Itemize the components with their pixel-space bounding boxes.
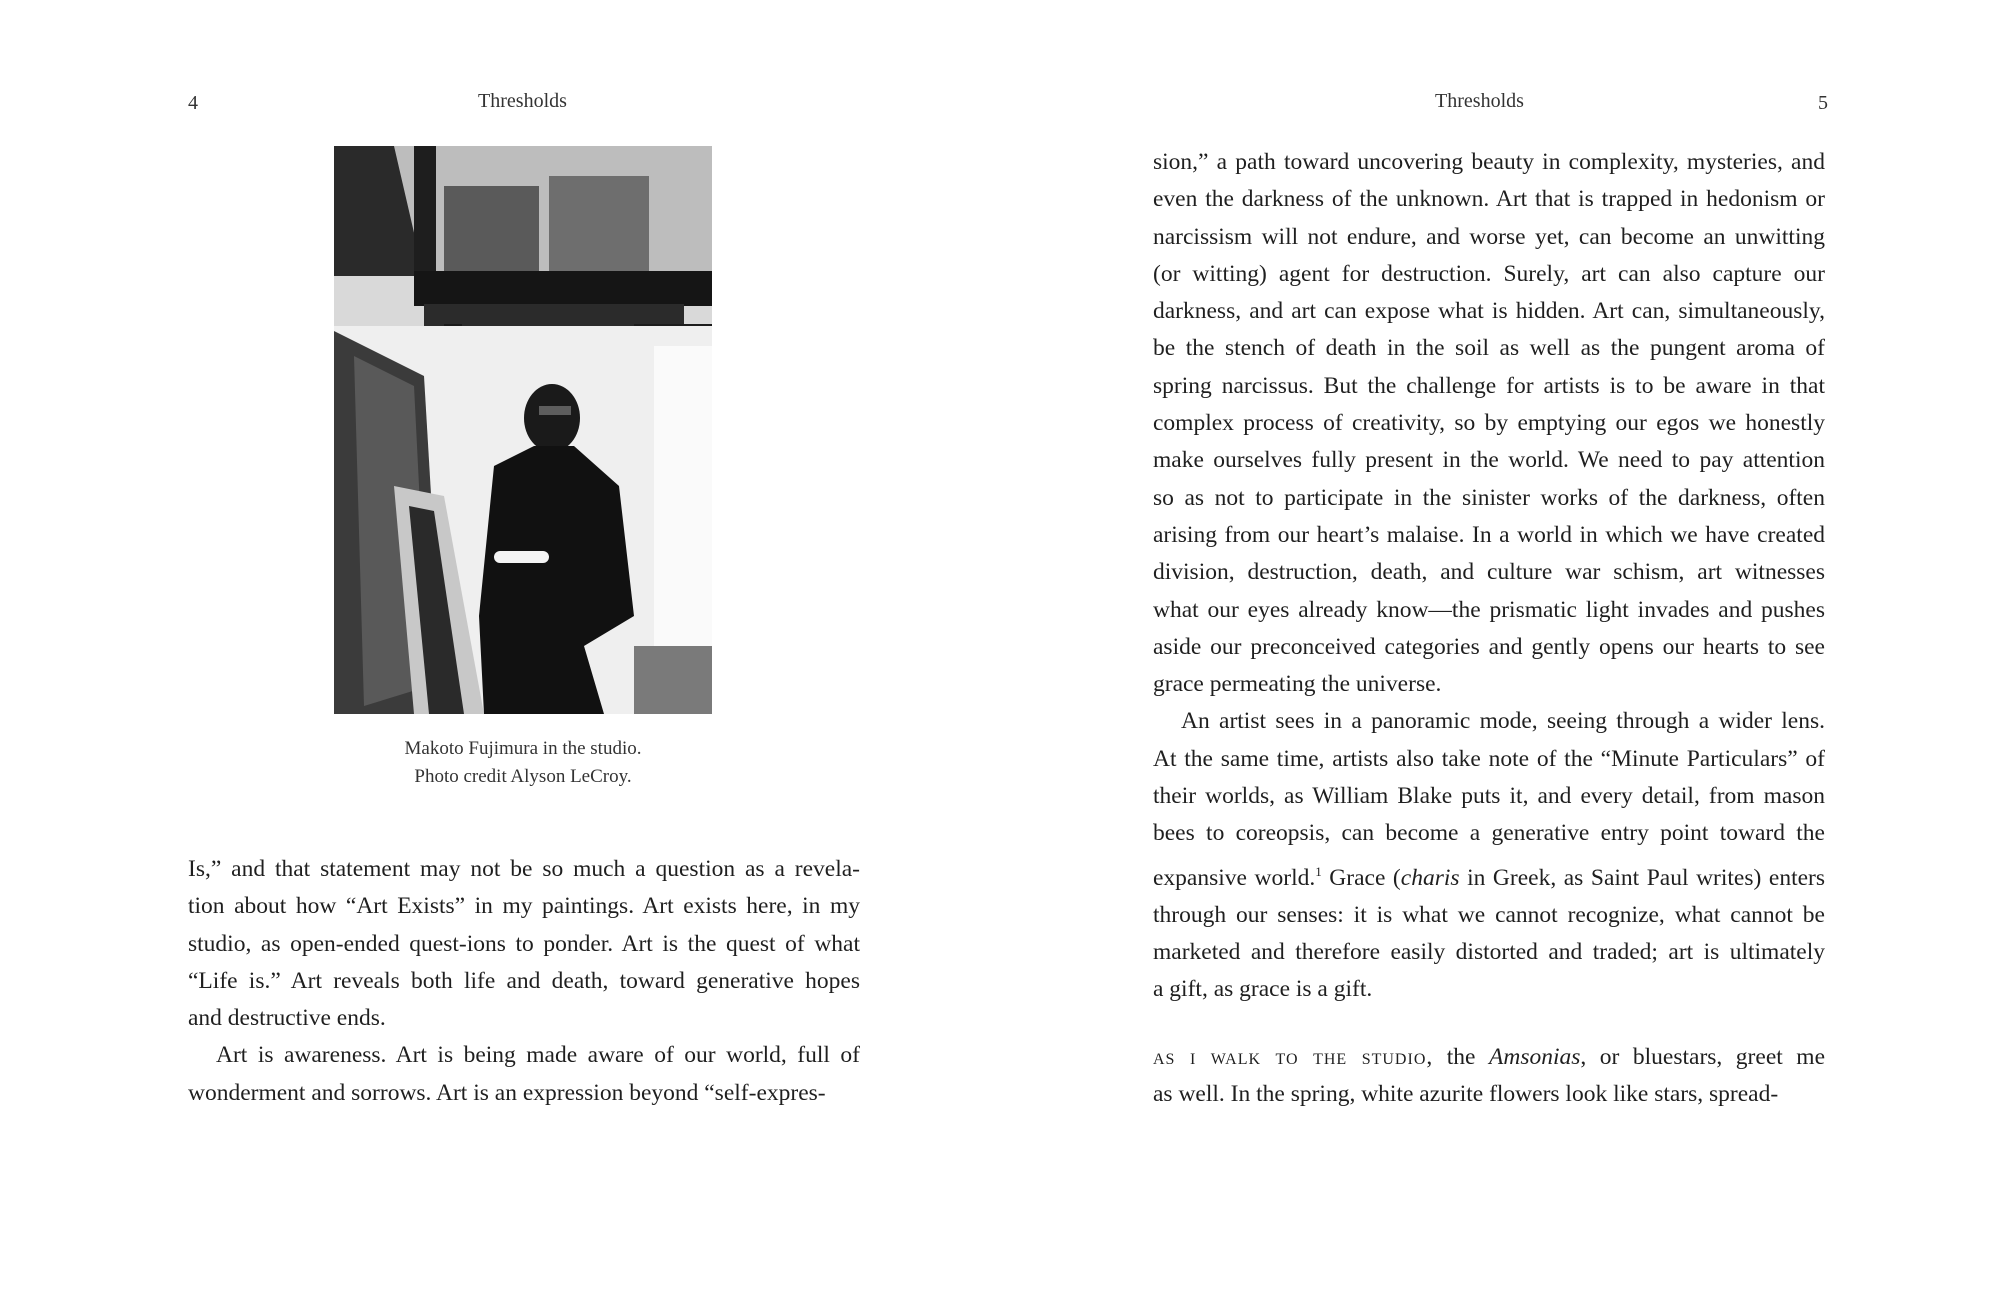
text-line: make ourselves fully present in the world. We need to pay attention <box>1153 447 1825 474</box>
text-line: complex process of creativity, so by emptying our egos we honestly <box>1153 410 1825 437</box>
section-break-text <box>1153 1039 1825 1114</box>
text-line <box>1153 1039 1825 1076</box>
text-line: a gift, as grace is a gift. <box>1153 976 1373 1003</box>
page-number: 5 <box>1818 92 1828 114</box>
text-line: what our eyes already know—the prismatic light invades and pushes <box>1153 596 1825 623</box>
text-line: darkness, and art can expose what is hidden. Art can, simultaneously, <box>1153 298 1825 325</box>
footnote-marker[interactable]: 1 <box>1315 863 1322 879</box>
text-segment: the <box>1433 1044 1489 1070</box>
text-line: bees to coreopsis, can become a generative entry point toward the <box>1153 820 1825 847</box>
text-line: be the stench of death in the soil as well as the pungent aroma of <box>1153 335 1825 362</box>
text-line: wonderment and sorrows. Art is an expression beyond “self-expres- <box>188 1079 826 1106</box>
text-line: as well. In the spring, white azurite flowers look like stars, spread- <box>1153 1081 1779 1108</box>
text-line: “Life is.” Art reveals both life and death, toward generative hopes <box>188 967 860 994</box>
photo-caption <box>334 735 712 791</box>
text-line <box>1153 853 1825 897</box>
text-line: studio, as open-ended quest-ions to ponder. Art is the quest of what <box>188 930 860 957</box>
text-line: and destructive ends. <box>188 1005 386 1032</box>
caption-line: Makoto Fujimura in the studio. <box>404 738 642 759</box>
right-page <box>1000 0 2000 1292</box>
page-number: 4 <box>188 92 198 114</box>
running-head: Thresholds <box>478 90 567 112</box>
text-line: aside our preconceived categories and gently opens our hearts to see <box>1153 633 1825 660</box>
text-line: so as not to participate in the sinister works of the darkness, often <box>1153 484 1825 511</box>
text-line: tion about how “Art Exists” in my paintings. Art exists here, in my <box>188 893 860 920</box>
small-caps-opening: as i walk to the studio, <box>1153 1044 1434 1070</box>
text-line: spring narcissus. But the challenge for artists is to be aware in that <box>1153 372 1825 399</box>
text-line: marketed and therefore easily distorted and traded; art is ultimately <box>1153 939 1825 966</box>
text-line: Art is awareness. Art is being made aware of our world, full of <box>216 1042 860 1069</box>
body-text <box>188 851 860 1112</box>
text-line: even the darkness of the unknown. Art that is trapped in hedonism or <box>1153 186 1825 213</box>
studio-photo <box>334 146 712 714</box>
text-line: through our senses: it is what we cannot recognize, what cannot be <box>1153 901 1825 928</box>
text-line: grace permeating the universe. <box>1153 671 1442 698</box>
studio-photo-image <box>334 146 712 714</box>
text-line: arising from our heart’s malaise. In a world in which we have created <box>1153 521 1825 548</box>
text-line: division, destruction, death, and culture war schism, art witnesses <box>1153 559 1825 586</box>
text-line: At the same time, artists also take note of the “Minute Particulars” of <box>1153 745 1825 772</box>
running-head: Thresholds <box>1435 90 1524 112</box>
text-line: their worlds, as William Blake puts it, and every detail, from mason <box>1153 783 1825 810</box>
text-segment: in Greek, as Saint Paul writes) enters <box>1459 864 1826 891</box>
text-segment: Grace ( <box>1321 864 1401 891</box>
text-line: An artist sees in a panoramic mode, seeing through a wider lens. <box>1181 708 1825 735</box>
body-text <box>1153 144 1825 1009</box>
italic-term: charis <box>1400 864 1460 891</box>
text-line: sion,” a path toward uncovering beauty in complexity, mysteries, and <box>1153 149 1825 175</box>
text-segment: , or bluestars, greet me <box>1580 1044 1825 1070</box>
italic-term: Amsonias <box>1489 1044 1581 1070</box>
text-line: Is,” and that statement may not be so much a question as a revela- <box>188 856 860 882</box>
text-line: narcissism will not endure, and worse yet, can become an unwitting <box>1153 223 1825 250</box>
caption-line: Photo credit Alyson LeCroy. <box>414 766 632 787</box>
text-line: (or witting) agent for destruction. Surely, art can also capture our <box>1153 260 1825 287</box>
text-segment: expansive world. <box>1153 864 1316 891</box>
